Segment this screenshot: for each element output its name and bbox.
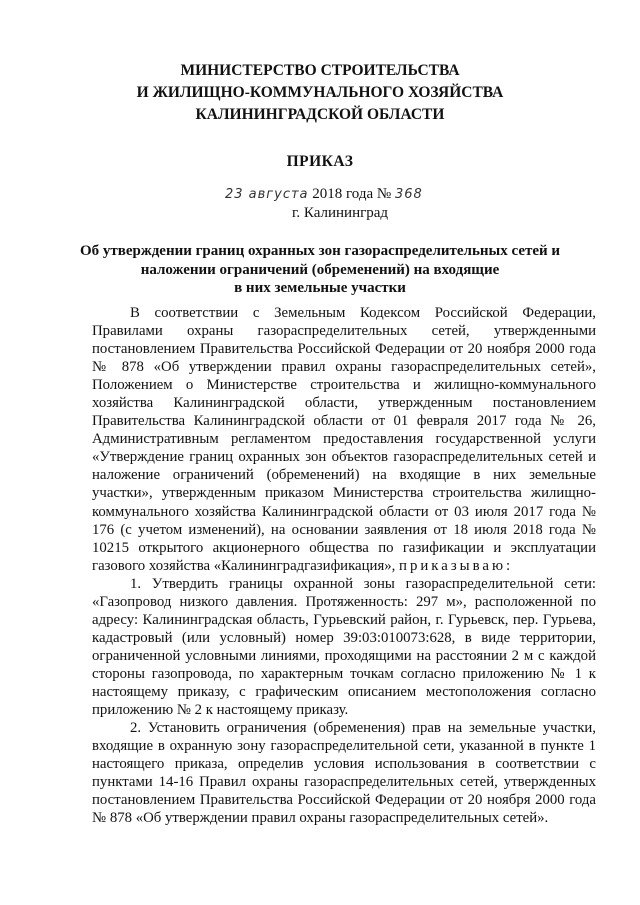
subject-line-2: наложении ограничений (обременений) на входящие bbox=[140, 261, 500, 278]
order-title: ПРИКАЗ bbox=[286, 153, 354, 170]
ministry-line-3: КАЛИНИНГРАДСКОЙ ОБЛАСТИ bbox=[195, 106, 445, 123]
handwritten-number: 368 bbox=[394, 187, 423, 202]
ministry-line-1: МИНИСТЕРСТВО СТРОИТЕЛЬСТВА bbox=[180, 62, 460, 79]
preamble-text: В соответствии с Земельным Кодексом Российской Федерации, Правилами охраны газораспределительных сетей, утвержденными постановлением Правительства Российской Федерации от 20 ноября 2000 года № 878 «Об утверждении правил охраны газораспределительных сетей», Положением о Министерстве строительства и жилищно-коммунального хозяйства Калининградской области, утвержденным постановлением Правительства Калининградской области от 01 февраля 2017 года № 26, Административным регламентом предоставления государственной услуги «Утверждение границ охранных зон объектов газораспределительных сетей и наложение ограничений (обременений) на входящие в них земельные участки», утвержденным приказом Министерства строительства жилищно-коммунального хозяйства Калининградской области от 03 июля 2017 года № 176 (с учетом изменений), на основании заявления от 18 июля 2018 года № 10215 открытого акционерного общества по газификации и эксплуатации газового хозяйства «Калининградгазификация», bbox=[92, 305, 596, 574]
subject-line-3: в них земельные участки bbox=[234, 280, 406, 296]
handwritten-date: 23 августа bbox=[225, 187, 309, 202]
preamble-paragraph bbox=[92, 304, 596, 575]
subject-line-1: Об утверждении границ охранных зон газораспределительных сетей и bbox=[79, 243, 561, 259]
decree-word: приказываю: bbox=[399, 557, 514, 574]
order-subject bbox=[60, 242, 580, 298]
item-1-paragraph: 1. Утвердить границы охранной зоны газораспределительной сети: «Газопровод низкого давления. Протяженность: 297 м», расположенной по адресу: Калининградская область, Гурьевский район, г. Гурьевск, пер. Гурьева, кадастровый (или условный) номер 39:03:010073:628, в виде территории, ограниченной условными линиями, проходящими на расстоянии 2 м с каждой стороны газопровода, по характерным точкам согласно приложению № 1 к настоящему приказу, с графическим описанием местоположения согласно приложению № 2 к настоящему приказу. bbox=[92, 575, 596, 719]
ministry-line-2: И ЖИЛИЩНО-КОММУНАЛЬНОГО ХОЗЯЙСТВА bbox=[136, 84, 504, 101]
ministry-header bbox=[0, 60, 640, 126]
order-body bbox=[92, 304, 596, 827]
order-date-line bbox=[225, 186, 465, 203]
item-2-paragraph: 2. Установить ограничения (обременения) прав на земельные участки, входящие в охранную зону газораспределительной сети, указанной в пункте 1 настоящего приказа, определив условия использования в соответствии с пунктами 14-16 Правил охраны газораспределительных сетей, утвержденных постановлением Правительства Российской Федерации от 20 ноября 2000 года № 878 «Об утверждении правил охраны газораспределительных сетей». bbox=[92, 720, 596, 827]
order-city: г. Калининград bbox=[291, 205, 389, 221]
order-year: 2018 года № bbox=[312, 186, 392, 202]
